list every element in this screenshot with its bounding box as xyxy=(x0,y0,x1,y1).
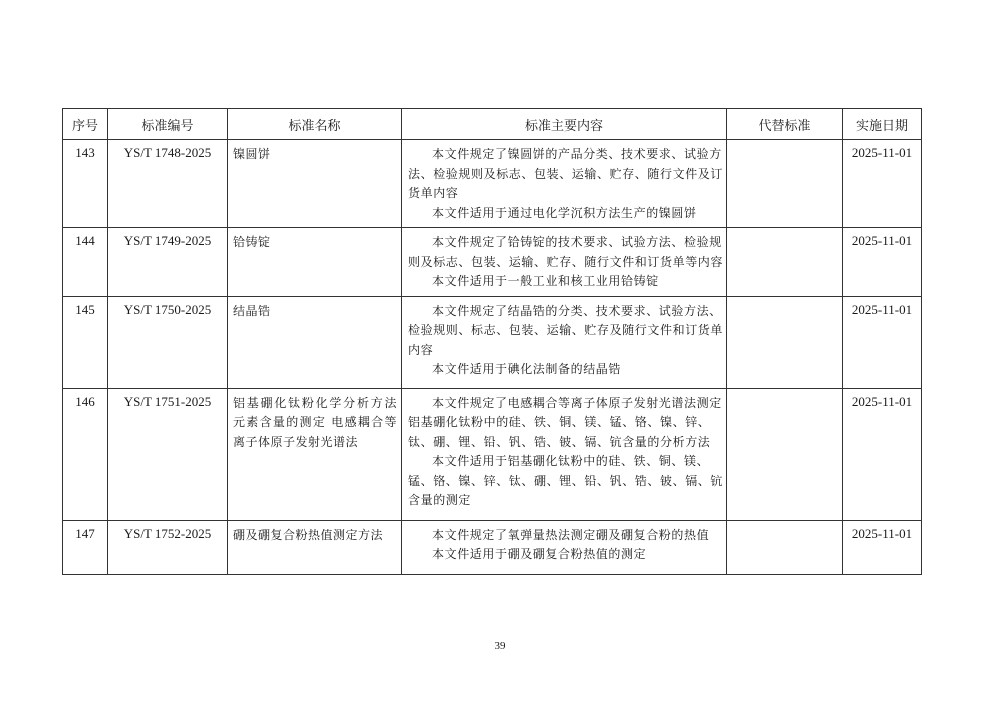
standard-name: 铝基硼化钛粉化学分析方法 元素含量的测定 电感耦合等离子体原子发射光谱法 xyxy=(228,388,402,520)
row-number: 144 xyxy=(63,228,108,297)
standard-name: 铪铸锭 xyxy=(228,228,402,297)
replaced-standard xyxy=(727,388,843,520)
standards-table xyxy=(62,108,922,575)
row-number: 146 xyxy=(63,388,108,520)
content-paragraph: 本文件规定了镍圆饼的产品分类、技术要求、试验方法、检验规则及标志、包装、运输、贮存、随行文件及订货单内容 xyxy=(408,147,724,200)
content-paragraph: 本文件适用于碘化法制备的结晶锆 xyxy=(432,362,622,376)
content-paragraph: 本文件适用于通过电化学沉积方法生产的镍圆饼 xyxy=(432,205,697,220)
standard-code: YS/T 1752-2025 xyxy=(108,520,228,574)
standard-code: YS/T 1748-2025 xyxy=(108,140,228,228)
standard-name: 镍圆饼 xyxy=(228,140,402,228)
standard-code: YS/T 1750-2025 xyxy=(108,296,228,388)
table-row xyxy=(63,140,922,228)
header-name: 标准名称 xyxy=(228,109,402,140)
table-row xyxy=(63,388,922,520)
replaced-standard xyxy=(727,296,843,388)
standard-content xyxy=(402,228,727,297)
standard-content xyxy=(402,296,727,388)
standard-content xyxy=(402,388,727,520)
standard-name: 硼及硼复合粉热值测定方法 xyxy=(228,520,402,574)
effective-date: 2025-11-01 xyxy=(843,388,922,520)
standard-content xyxy=(402,520,727,574)
replaced-standard xyxy=(727,520,843,574)
table-row xyxy=(63,228,922,297)
header-code: 标准编号 xyxy=(108,109,228,140)
replaced-standard xyxy=(727,228,843,297)
content-paragraph: 本文件适用于一般工业和核工业用铪铸锭 xyxy=(432,274,659,288)
page-number: 39 xyxy=(494,640,506,652)
row-number: 145 xyxy=(63,296,108,388)
standard-code: YS/T 1749-2025 xyxy=(108,228,228,297)
content-paragraph: 本文件规定了铪铸锭的技术要求、试验方法、检验规则及标志、包装、运输、贮存、随行文件和订货单等内容 xyxy=(408,235,724,269)
content-paragraph: 本文件规定了电感耦合等离子体原子发射光谱法测定铝基硼化钛粉中的硅、铁、铜、镁、锰、铬、镍、锌、钛、硼、锂、铅、钒、锆、铍、镉、钪含量的分析方法 xyxy=(408,395,722,449)
replaced-standard xyxy=(727,140,843,228)
standard-name: 结晶锆 xyxy=(228,296,402,388)
content-paragraph: 本文件适用于铝基硼化钛粉中的硅、铁、铜、镁、锰、铬、镍、锌、钛、硼、锂、铅、钒、锆、铍、镉、钪含量的测定 xyxy=(408,454,724,507)
row-number: 147 xyxy=(63,520,108,574)
row-number: 143 xyxy=(63,140,108,228)
table-row xyxy=(63,520,922,574)
content-paragraph: 本文件规定了结晶锆的分类、技术要求、试验方法、检验规则、标志、包装、运输、贮存及随行文件和订货单内容 xyxy=(408,303,724,357)
content-paragraph: 本文件规定了氧弹量热法测定硼及硼复合粉的热值 xyxy=(432,527,710,542)
effective-date: 2025-11-01 xyxy=(843,520,922,574)
header-replaces: 代替标准 xyxy=(727,109,843,140)
effective-date: 2025-11-01 xyxy=(843,140,922,228)
table-row xyxy=(63,296,922,388)
table-header-row xyxy=(63,109,922,140)
standard-content xyxy=(402,140,727,228)
header-content: 标准主要内容 xyxy=(402,109,727,140)
header-date: 实施日期 xyxy=(843,109,922,140)
content-paragraph: 本文件适用于硼及硼复合粉热值的测定 xyxy=(432,547,647,561)
effective-date: 2025-11-01 xyxy=(843,228,922,297)
header-no: 序号 xyxy=(63,109,108,140)
effective-date: 2025-11-01 xyxy=(843,296,922,388)
standard-code: YS/T 1751-2025 xyxy=(108,388,228,520)
